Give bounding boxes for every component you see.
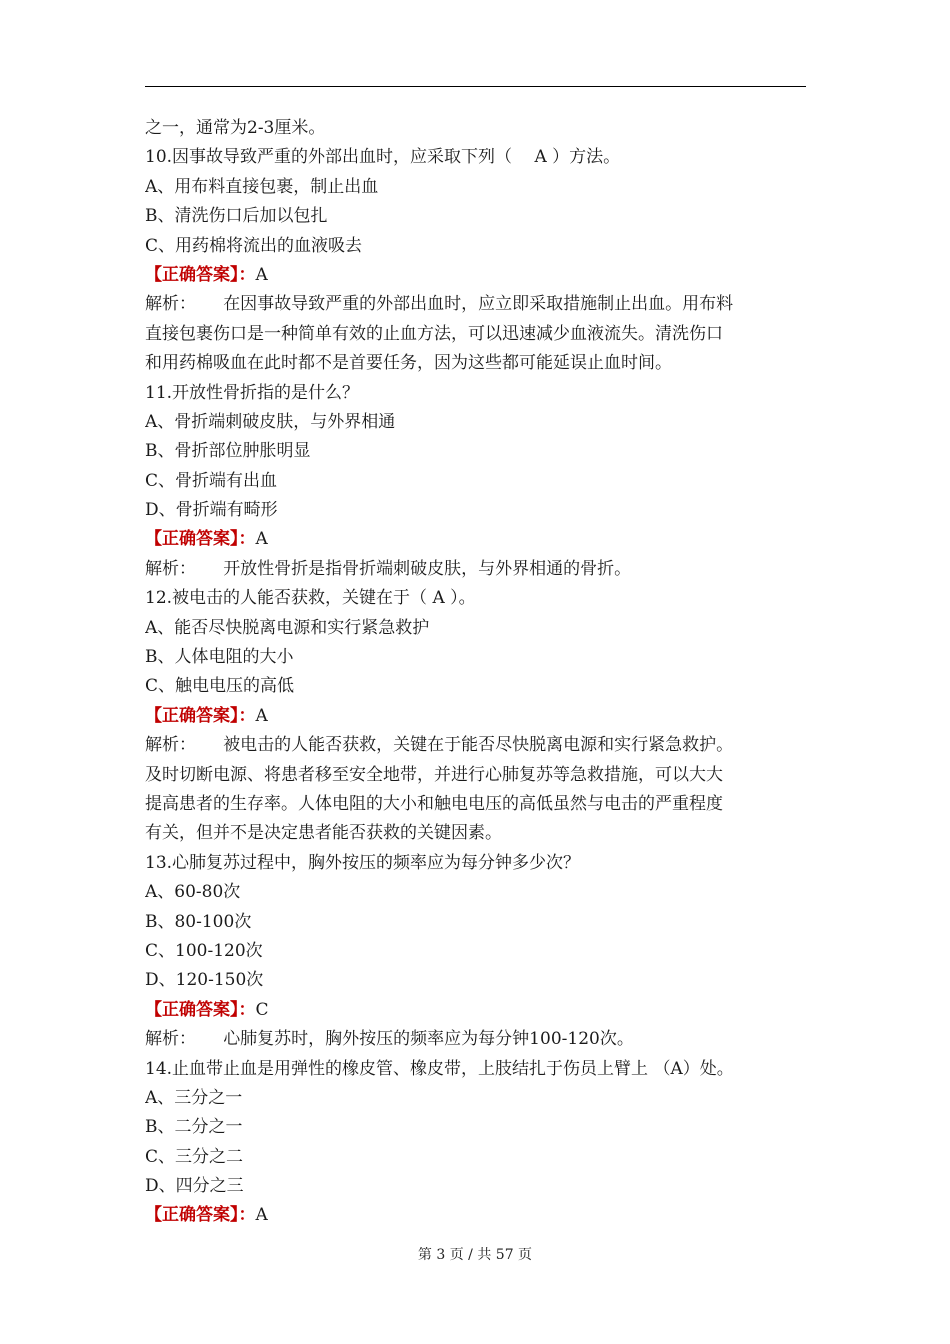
answer-option: B、清洗伤口后加以包扎 (145, 206, 328, 227)
analysis-label: 解析： (145, 1029, 196, 1050)
correct-answer-tag: 【正确答案】 (145, 529, 239, 550)
correct-answer-value: A (255, 264, 268, 285)
analysis-text: 直接包裹伤口是一种简单有效的止血方法，可以迅速减少血液流失。清洗伤口 (145, 323, 723, 344)
analysis-line (145, 555, 806, 584)
analysis-line (145, 790, 806, 819)
correct-answer-tag: 【正确答案】 (145, 264, 239, 285)
answer-option: A、能否尽快脱离电源和实行紧急救护 (145, 617, 430, 638)
answer-option: C、三分之二 (145, 1146, 244, 1167)
question-block (145, 379, 806, 585)
answer-option: A、60-80次 (145, 882, 241, 903)
question-stem: 13.心肺复苏过程中，胸外按压的频率应为每分钟多少次？ (145, 852, 581, 873)
answer-option: B、人体电阻的大小 (145, 647, 294, 668)
document-body (145, 114, 806, 1231)
question-block (145, 143, 806, 378)
correct-answer-value: C (255, 999, 269, 1020)
question-block (145, 1055, 806, 1231)
answer-option: D、骨折端有畸形 (145, 500, 278, 521)
analysis-line (145, 349, 806, 378)
correct-answer-value: A (255, 705, 268, 726)
page-footer: 第 3 页 / 共 57 页 (417, 1247, 533, 1263)
answer-option: B、二分之一 (145, 1117, 243, 1138)
correct-answer-colon: ： (238, 529, 256, 550)
answer-option: C、100-120次 (145, 940, 263, 961)
analysis-line (145, 1025, 806, 1054)
analysis-line (145, 290, 806, 319)
question-stem: 14.止血带止血是用弹性的橡皮管、橡皮带，上肢结扎于伤员上臂上 （A）处。 (145, 1058, 734, 1079)
answer-option: C、骨折端有出血 (145, 470, 278, 491)
answer-option: A、三分之一 (145, 1087, 243, 1108)
question-stem: 12.被电击的人能否获救，关键在于（ A ）。 (145, 588, 476, 609)
answer-option: D、120-150次 (145, 970, 264, 991)
question-stem: 11.开放性骨折指的是什么？ (145, 382, 360, 403)
question-block (145, 849, 806, 1055)
answer-option: B、80-100次 (145, 911, 252, 932)
question-stem: 10.因事故导致严重的外部出血时，应采取下列（ A ）方法。 (145, 147, 621, 168)
analysis-text: 心肺复苏时，胸外按压的频率应为每分钟100-120次。 (223, 1029, 634, 1050)
correct-answer-line (145, 525, 806, 554)
header-rule (145, 86, 806, 87)
correct-answer-line (145, 261, 806, 290)
analysis-line (145, 819, 806, 848)
correct-answer-tag: 【正确答案】 (145, 705, 239, 726)
analysis-text: 有关，但并不是决定患者能否获救的关键因素。 (145, 823, 502, 844)
correct-answer-colon: ： (238, 999, 256, 1020)
correct-answer-line (145, 1201, 806, 1230)
answer-option: C、触电电压的高低 (145, 676, 295, 697)
answer-option: B、骨折部位肿胀明显 (145, 441, 311, 462)
correct-answer-colon: ： (238, 705, 256, 726)
analysis-text: 和用药棉吸血在此时都不是首要任务，因为这些都可能延误止血时间。 (145, 353, 672, 374)
analysis-text: 在因事故导致严重的外部出血时，应立即采取措施制止出血。用布料 (223, 294, 734, 315)
analysis-line (145, 761, 806, 790)
analysis-text: 被电击的人能否获救，关键在于能否尽快脱离电源和实行紧急救护。 (223, 735, 734, 756)
correct-answer-colon: ： (238, 1205, 256, 1226)
analysis-text: 及时切断电源、将患者移至安全地带，并进行心肺复苏等急救措施，可以大大 (145, 764, 723, 785)
analysis-label: 解析： (145, 294, 196, 315)
correct-answer-tag: 【正确答案】 (145, 1205, 239, 1226)
intro-line: 之一，通常为2-3厘米。 (145, 118, 326, 138)
answer-option: A、用布料直接包裹，制止出血 (145, 176, 379, 197)
answer-option: A、骨折端刺破皮肤，与外界相通 (145, 411, 396, 432)
analysis-text: 提高患者的生存率。人体电阻的大小和触电电压的高低虽然与电击的严重程度 (145, 793, 723, 814)
answer-option: C、用药棉将流出的血液吸去 (145, 235, 363, 256)
correct-answer-value: A (255, 1205, 268, 1226)
correct-answer-line (145, 702, 806, 731)
analysis-label: 解析： (145, 735, 196, 756)
analysis-line (145, 731, 806, 760)
question-block (145, 584, 806, 849)
correct-answer-tag: 【正确答案】 (145, 999, 239, 1020)
answer-option: D、四分之三 (145, 1176, 244, 1197)
analysis-label: 解析： (145, 558, 196, 579)
correct-answer-line (145, 996, 806, 1025)
correct-answer-colon: ： (238, 264, 256, 285)
analysis-line (145, 320, 806, 349)
analysis-text: 开放性骨折是指骨折端刺破皮肤，与外界相通的骨折。 (223, 558, 632, 579)
correct-answer-value: A (255, 529, 268, 550)
